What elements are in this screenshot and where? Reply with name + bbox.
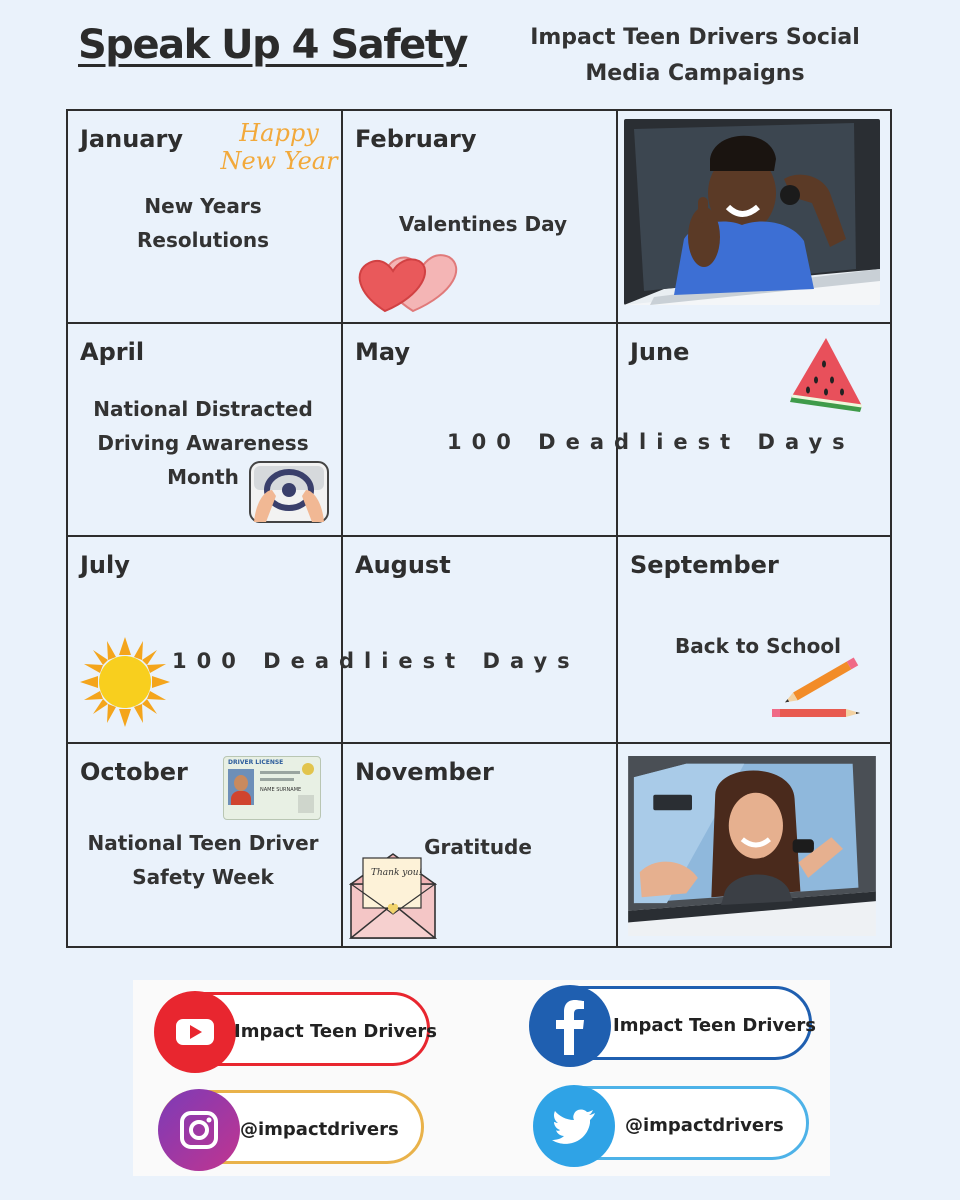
facebook-icon (529, 985, 611, 1067)
happy-new-year-art (220, 119, 338, 175)
photo-teen-boy-thumbs-up (624, 119, 880, 305)
thank-you-envelope-icon (349, 848, 437, 940)
month-label-november: November (355, 758, 494, 786)
twitter-link[interactable] (534, 1086, 809, 1160)
cell-november (343, 744, 618, 946)
cell-october (68, 744, 343, 946)
january-desc-line2: Resolutions (136, 228, 269, 252)
watermelon-icon (788, 334, 866, 414)
deadliest-days-banner-row1: 100 Deadliest Days (447, 430, 855, 454)
month-label-july: July (80, 551, 130, 579)
sun-icon (78, 635, 172, 729)
license-portrait (228, 769, 254, 805)
photo-teen-girl-with-keys (624, 756, 880, 936)
instagram-label: @impactdrivers (240, 1119, 399, 1140)
facebook-link[interactable] (530, 986, 816, 1060)
april-desc-line3: Month (167, 465, 239, 489)
cell-photo-teen-girl (618, 744, 890, 946)
month-label-january: January (80, 125, 183, 153)
october-desc-line2: Safety Week (132, 865, 274, 889)
month-label-august: August (355, 551, 451, 579)
driver-license-title: DRIVER LICENSE (228, 759, 284, 766)
cell-september (618, 537, 890, 744)
license-name: NAME SURNAME (260, 787, 302, 793)
youtube-link[interactable] (155, 992, 437, 1066)
twitter-icon (533, 1085, 615, 1167)
hearts-icon (351, 239, 463, 315)
october-description (78, 826, 328, 894)
page-title: Speak Up 4 Safety (78, 22, 467, 68)
happy-art-text: Happy (239, 119, 319, 147)
new-year-art-text: New Year (220, 147, 338, 175)
september-description: Back to School (675, 634, 841, 658)
month-label-february: February (355, 125, 477, 153)
cell-august (343, 537, 618, 744)
subtitle-line-2: Media Campaigns (585, 61, 805, 86)
october-desc-line1: National Teen Driver (87, 831, 319, 855)
january-desc-line1: New Years (144, 194, 262, 218)
month-label-april: April (80, 338, 145, 366)
cell-april (68, 324, 343, 537)
thank-you-note-text: Thank you! (371, 868, 423, 878)
twitter-label: @impactdrivers (625, 1115, 784, 1136)
instagram-icon (158, 1089, 240, 1171)
instagram-link[interactable] (159, 1090, 424, 1164)
deadliest-days-banner-row2: 100 Deadliest Days (172, 649, 580, 673)
month-label-may: May (355, 338, 410, 366)
subtitle-line-1: Impact Teen Drivers Social (530, 25, 860, 50)
month-label-september: September (630, 551, 779, 579)
driver-license-icon (223, 756, 321, 820)
youtube-icon (154, 991, 236, 1073)
steering-wheel-icon (248, 460, 330, 524)
cell-february (343, 111, 618, 324)
youtube-label: Impact Teen Drivers (234, 1021, 437, 1042)
facebook-label: Impact Teen Drivers (613, 1015, 816, 1036)
cell-january (68, 111, 343, 324)
january-description (108, 189, 298, 257)
april-desc-line2: Driving Awareness (97, 431, 309, 455)
month-label-october: October (80, 758, 188, 786)
month-label-june: June (630, 338, 690, 366)
november-description: Gratitude (424, 835, 532, 859)
social-media-panel (133, 980, 830, 1176)
page-subtitle (520, 20, 870, 92)
campaign-calendar-grid (66, 109, 892, 948)
cell-photo-teen-boy (618, 111, 890, 324)
pencils-icon (768, 655, 878, 725)
april-desc-line1: National Distracted (93, 397, 313, 421)
february-description: Valentines Day (398, 212, 568, 236)
